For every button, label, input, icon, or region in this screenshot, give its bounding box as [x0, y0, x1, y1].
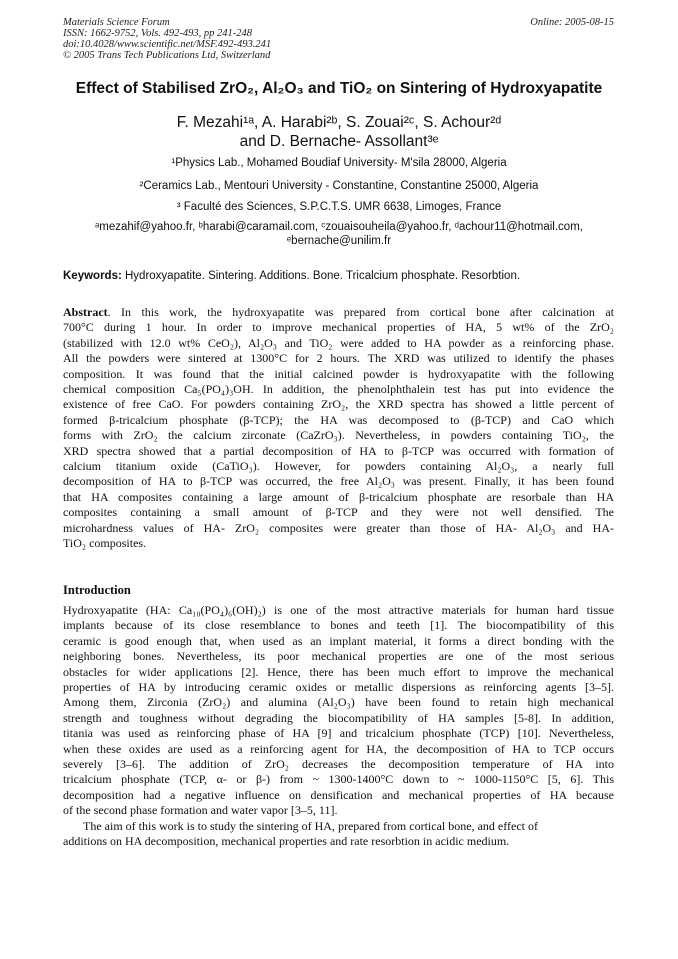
- abstract-line: formed β-tricalcium phosphate (β-TCP); the HA was decomposed to (β-TCP) and CaO which: [63, 412, 614, 427]
- abstract-line: that HA composites containing a large amount of β-tricalcium phosphate are resorbale than HA: [63, 489, 614, 504]
- abstract-line: TiO₂ composites.: [63, 536, 147, 551]
- affiliation-2: ²Ceramics Lab., Mentouri University - Constantine, Constantine 25000, Algeria: [139, 180, 539, 192]
- intro-line: obstacles for wider applications [2]. Hence, there has been much effort to improve the mechanical: [63, 664, 614, 679]
- intro-line: Among them, Zirconia (ZrO₂) and alumina (Al₂O₃) have been found to retain high mechanical: [63, 695, 614, 710]
- intro-line: properties of HA by introducing ceramic oxides or metallic dispersions as reinforcing agents [3–5].: [63, 680, 614, 695]
- journal-name: Materials Science Forum: [63, 17, 170, 28]
- online-date: Online: 2005-08-15: [530, 17, 614, 28]
- intro-line: titania was used as reinforcing phase of HA [9] and tricalcium phosphate (TCP) [10]. Nevertheless,: [63, 726, 614, 741]
- author-list: [0, 113, 678, 151]
- paper-title: Effect of Stabilised ZrO₂, Al₂O₃ and TiO₂ on Sintering of Hydroxyapatite: [75, 80, 603, 97]
- authors-line-2: and D. Bernache- Assollant³ᵉ: [239, 133, 439, 150]
- intro-line: additions on HA decomposition, mechanical properties and rate resorbtion in acidic medium.: [63, 834, 510, 849]
- affiliation-3: ³ Faculté des Sciences, S.P.C.T.S. UMR 6638, Limoges, France: [176, 201, 502, 213]
- introduction-heading: Introduction: [63, 583, 131, 597]
- abstract-line: microhardness values of HA- ZrO₂ composites were greater than those of HA- Al₂O₃ and HA-: [63, 520, 614, 535]
- intro-line: severely [3–6]. The addition of ZrO₂ decreases the decomposition temperature of HA into: [63, 757, 614, 772]
- intro-line: ceramic is good enough that, when used as an implant material, it forms a direct bonding with the: [63, 633, 614, 648]
- intro-line: tricalcium phosphate (TCP, α- or β-) from ~ 1300-1400°C down to ~ 1000-1150°C [5, 6]. This: [63, 772, 614, 787]
- abstract-line: decomposition of HA to β-TCP was occurred, the free Al₂O₃ was present. Finally, it has been found: [63, 474, 614, 489]
- abstract-line: calcium titanium oxide (CaTiO₃). However, for powders containing Al₂O₃, a nearly full: [63, 459, 614, 474]
- keywords-text: Hydroxyapatite. Sintering. Additions. Bone. Tricalcium phosphate. Resorbtion.: [121, 270, 521, 282]
- abstract-line: forms with ZrO₂ the calcium zirconate (CaZrO₃). Nevertheless, in powders containing TiO₂, the: [63, 428, 614, 443]
- intro-line: The aim of this work is to study the sintering of HA, prepared from cortical bone, and effect of: [83, 818, 538, 833]
- abstract-line: chemical composition Ca₅(PO₄)₃OH. In addition, the phenolphthalein test has put into evidence the: [63, 382, 614, 397]
- abstract-line: 700°C during 1 hour. In order to improve mechanical properties of HA, 5 wt% of the ZrO₂: [63, 320, 614, 335]
- abstract-line: composites containing a small amount of β-TCP and they were not well densified. The: [63, 505, 614, 520]
- intro-line: neighboring bones. Nevertheless, its poor mechanical properties are one of the most serious: [63, 649, 614, 664]
- issn-line: ISSN: 1662-9752, Vols. 492-493, pp 241-248: [63, 28, 252, 39]
- abstract-line: XRD spectra showed that a partial decomposition of HA to β-TCP was occurred with formation of: [63, 443, 614, 458]
- journal-header: [63, 17, 271, 61]
- intro-line: of the second phase formation and water vapor [3–5, 11].: [63, 803, 338, 818]
- author-emails: [40, 220, 638, 248]
- keywords: [63, 270, 520, 282]
- copyright-line: © 2005 Trans Tech Publications Ltd, Switzerland: [63, 50, 271, 61]
- intro-line: decomposition had a negative influence on densification and mechanical properties of HA because: [63, 787, 614, 802]
- intro-line: strength and toughness without degrading the biocompatibility of HA samples [5-8]. In addition,: [63, 710, 614, 725]
- abstract-line: composition. It was found that the initial calcined powder is hydroxyapatite with the following: [63, 366, 614, 381]
- emails-line-1: ᵃmezahif@yahoo.fr, ᵇharabi@caramail.com, ᶜzouaisouheila@yahoo.fr, ᵈachour11@hotmail.com,: [95, 221, 583, 233]
- abstract-label: Abstract: [63, 305, 108, 319]
- affiliation-1: ¹Physics Lab., Mohamed Boudiaf University- M'sila 28000, Algeria: [171, 157, 507, 169]
- intro-line: Hydroxyapatite (HA: Ca₁₀(PO₄)₆(OH)₂) is one of the most attractive materials for human hard tissue: [63, 603, 614, 617]
- doi-line: doi:10.4028/www.scientific.net/MSF.492-493.241: [63, 39, 272, 50]
- keywords-label: Keywords:: [63, 270, 122, 282]
- abstract: [63, 305, 614, 552]
- abstract-line: Abstract. In this work, the hydroxyapatite was prepared from cortical bone after calcination at: [63, 305, 614, 319]
- abstract-line: (stabilized with 12.0 wt% CeO₂), Al₂O₃ and TiO₂ were added to HA powder as a reinforcing phase.: [63, 335, 614, 350]
- intro-line: when these oxides are used as a reinforcing agent for HA, the decomposition of HA to TCP occurs: [63, 741, 614, 756]
- introduction-body: [63, 603, 614, 850]
- abstract-line: existence of free CaO. For powders containing ZrO₂, the XRD spectra has showed a little percent of: [63, 397, 614, 412]
- intro-line: implants because of its close resemblance to bones and teeth [1]. The biocompatibility of this: [63, 618, 614, 633]
- abstract-line: All the powders were sintered at 1300°C for 2 hours. The XRD was utilized to identify the phases: [63, 351, 614, 366]
- emails-line-2: ᵉbernache@unilim.fr: [286, 235, 392, 247]
- authors-line-1: F. Mezahi¹ᵃ, A. Harabi²ᵇ, S. Zouai²ᶜ, S. Achour²ᵈ: [176, 114, 502, 131]
